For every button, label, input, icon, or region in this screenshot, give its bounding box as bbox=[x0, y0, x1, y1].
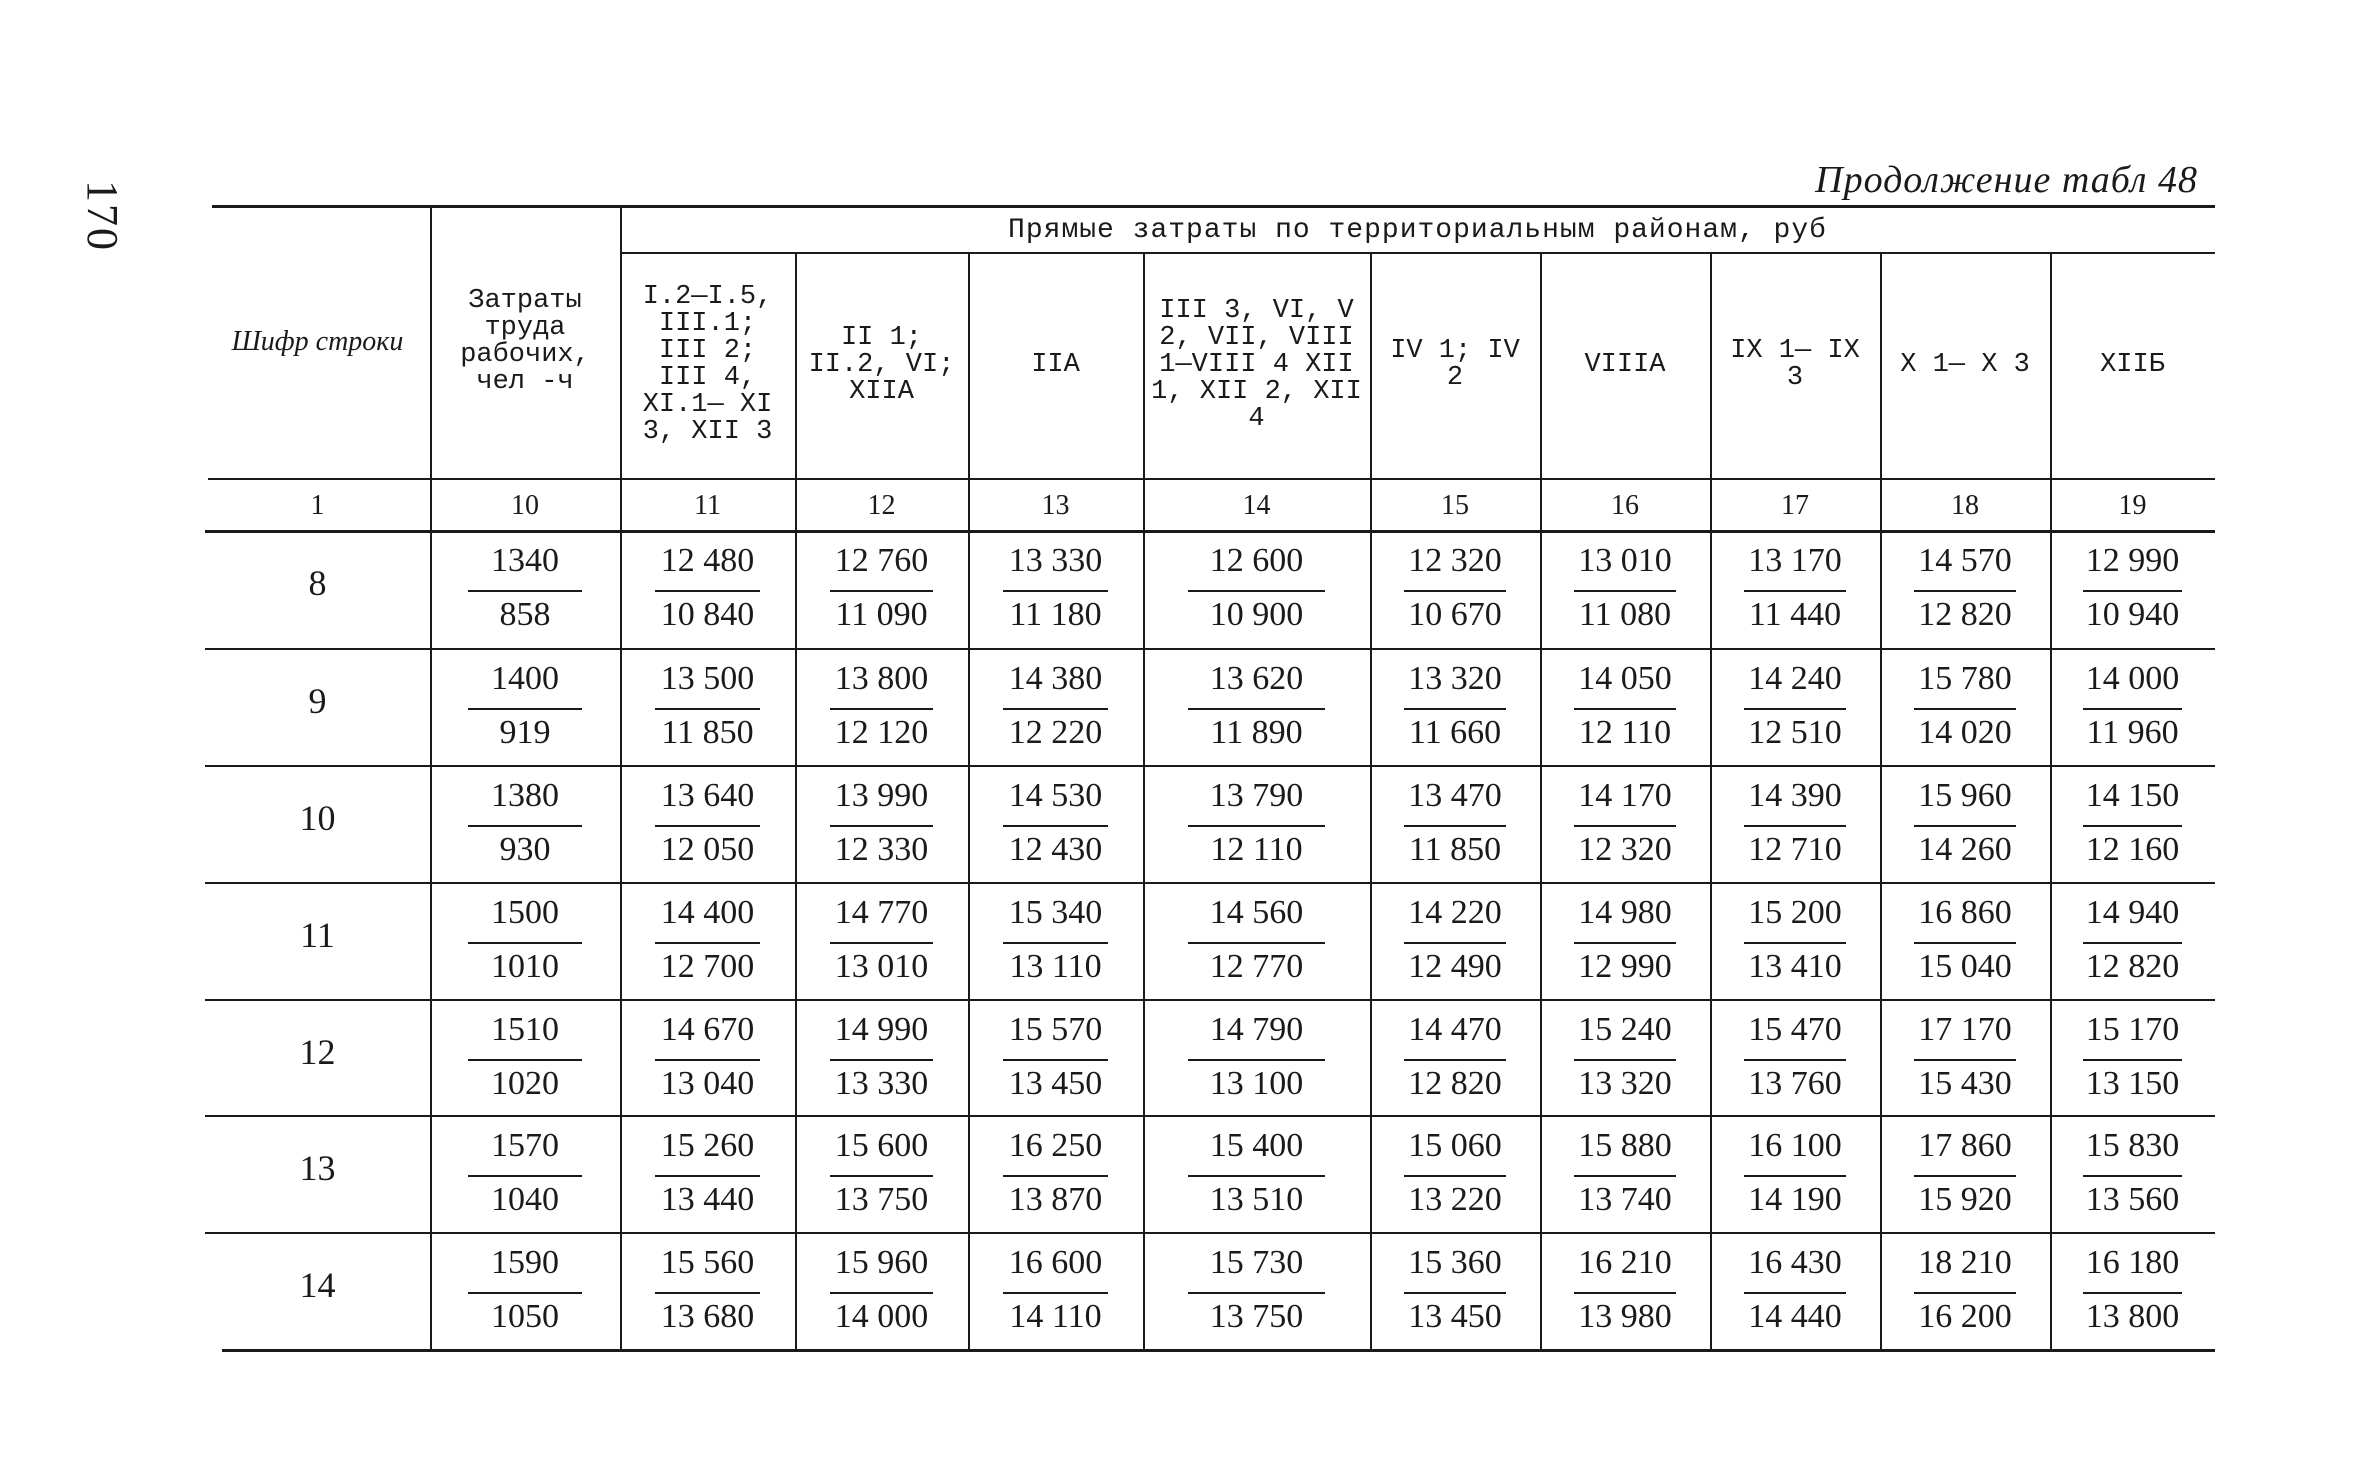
fraction-line bbox=[1574, 1292, 1676, 1294]
fraction-line bbox=[1188, 1175, 1324, 1177]
cell-upper-value: 16 180 bbox=[2085, 1244, 2180, 1281]
fraction-line bbox=[1188, 590, 1324, 592]
header-region: IIA bbox=[1031, 349, 1080, 380]
fraction-line bbox=[1914, 590, 2016, 592]
cell-upper-value: 13 790 bbox=[1209, 777, 1304, 814]
header-labor: Затраты труда рабочих, чел -ч bbox=[460, 285, 590, 397]
cell-upper-value: 15 570 bbox=[1008, 1011, 1103, 1048]
fraction-line bbox=[1404, 1059, 1506, 1061]
cell-upper-value: 15 830 bbox=[2085, 1127, 2180, 1164]
fraction-line bbox=[1404, 1292, 1506, 1294]
column-number: 16 bbox=[1611, 490, 1639, 521]
cell-lower-value: 10 900 bbox=[1209, 596, 1304, 633]
cell-upper-value: 13 330 bbox=[1008, 542, 1103, 579]
cell-lower-value: 13 010 bbox=[834, 948, 929, 985]
fraction-line bbox=[1404, 590, 1506, 592]
column-number: 15 bbox=[1441, 490, 1469, 521]
fraction-line bbox=[1404, 825, 1506, 827]
cell-lower-value: 12 490 bbox=[1408, 948, 1502, 985]
fraction-line bbox=[655, 942, 760, 944]
row-code: 13 bbox=[299, 1148, 336, 1188]
cell-lower-value: 11 960 bbox=[2086, 714, 2179, 751]
fraction-line bbox=[1003, 708, 1108, 710]
cell-lower-value: 13 150 bbox=[2085, 1065, 2180, 1102]
cell-lower-value: 15 920 bbox=[1918, 1181, 2012, 1218]
cell-upper-value: 15 960 bbox=[1918, 777, 2012, 814]
fraction-line bbox=[1003, 825, 1108, 827]
fraction-line bbox=[468, 590, 582, 592]
cell-lower-value: 12 160 bbox=[2085, 831, 2180, 868]
fraction-line bbox=[2083, 1059, 2182, 1061]
fraction-line bbox=[1914, 825, 2016, 827]
cell-upper-value: 16 600 bbox=[1008, 1244, 1103, 1281]
fraction-line bbox=[468, 825, 582, 827]
cell-lower-value: 12 820 bbox=[1918, 596, 2012, 633]
cell-upper-value: 13 500 bbox=[660, 660, 755, 697]
cell-lower-value: 13 680 bbox=[660, 1298, 755, 1335]
cell-upper-value: 15 170 bbox=[2085, 1011, 2180, 1048]
fraction-line bbox=[1188, 1059, 1324, 1061]
cell-upper-value: 15 200 bbox=[1748, 894, 1842, 931]
fraction-line bbox=[2083, 825, 2182, 827]
cell-upper-value: 15 960 bbox=[834, 1244, 929, 1281]
column-number: 10 bbox=[511, 490, 539, 521]
cell-lower-value: 11 090 bbox=[835, 596, 928, 633]
cell-lower-value: 13 440 bbox=[660, 1181, 755, 1218]
cell-upper-value: 16 430 bbox=[1748, 1244, 1842, 1281]
cell-lower-value: 10 940 bbox=[2085, 596, 2180, 633]
fraction-line bbox=[1914, 1292, 2016, 1294]
cell-lower-value: 13 510 bbox=[1209, 1181, 1304, 1218]
cell-upper-value: 13 470 bbox=[1408, 777, 1502, 814]
cell-lower-value: 13 320 bbox=[1578, 1065, 1672, 1102]
fraction-line bbox=[2083, 942, 2182, 944]
fraction-line bbox=[1574, 1059, 1676, 1061]
column-number: 12 bbox=[867, 490, 896, 521]
cell-upper-value: 15 240 bbox=[1578, 1011, 1672, 1048]
cell-lower-value: 12 770 bbox=[1209, 948, 1304, 985]
cell-upper-value: 14 790 bbox=[1209, 1011, 1304, 1048]
cell-upper-value: 12 600 bbox=[1209, 542, 1304, 579]
cell-upper-value: 15 470 bbox=[1748, 1011, 1842, 1048]
cell-lower-value: 13 750 bbox=[834, 1181, 929, 1218]
cell-upper-value: 15 560 bbox=[660, 1244, 755, 1281]
cell-upper-value: 15 600 bbox=[834, 1127, 929, 1164]
cell-lower-value: 11 890 bbox=[1210, 714, 1303, 751]
row-code: 10 bbox=[299, 798, 336, 838]
fraction-line bbox=[1003, 1059, 1108, 1061]
row-code: 12 bbox=[299, 1032, 336, 1072]
cell-lower-value: 11 660 bbox=[1408, 714, 1502, 751]
cell-upper-value: 13 640 bbox=[660, 777, 755, 814]
cell-upper-value: 13 620 bbox=[1209, 660, 1304, 697]
cell-lower-value: 13 450 bbox=[1408, 1298, 1502, 1335]
header-code: Шифр строки bbox=[231, 325, 404, 357]
cell-upper-value: 16 210 bbox=[1578, 1244, 1672, 1281]
fraction-line bbox=[1914, 1059, 2016, 1061]
cell-upper-value: 16 860 bbox=[1918, 894, 2012, 931]
cell-lower-value: 12 510 bbox=[1748, 714, 1842, 751]
cell-upper-value: 14 570 bbox=[1918, 542, 2012, 579]
cell-lower-value: 14 260 bbox=[1918, 831, 2012, 868]
cell-upper-value: 14 770 bbox=[834, 894, 929, 931]
fraction-line bbox=[1744, 590, 1846, 592]
fraction-line bbox=[468, 1059, 582, 1061]
row-code: 8 bbox=[308, 563, 327, 603]
cell-lower-value: 13 410 bbox=[1748, 948, 1842, 985]
cell-lower-value: 13 220 bbox=[1408, 1181, 1502, 1218]
cell-lower-value: 11 180 bbox=[1009, 596, 1102, 633]
fraction-line bbox=[2083, 1175, 2182, 1177]
fraction-line bbox=[655, 1292, 760, 1294]
cell-lower-value: 12 820 bbox=[1408, 1065, 1502, 1102]
cell-upper-value: 16 250 bbox=[1008, 1127, 1103, 1164]
fraction-line bbox=[2083, 590, 2182, 592]
fraction-line bbox=[1744, 1059, 1846, 1061]
column-number: 18 bbox=[1951, 490, 1979, 521]
row-code: 11 bbox=[300, 915, 335, 955]
cell-lower-value: 13 110 bbox=[1009, 948, 1102, 985]
cell-lower-value: 12 990 bbox=[1578, 948, 1672, 985]
cell-upper-value: 13 320 bbox=[1408, 660, 1502, 697]
column-number: 13 bbox=[1041, 490, 1070, 521]
cell-lower-value: 15 040 bbox=[1918, 948, 2012, 985]
fraction-line bbox=[1574, 942, 1676, 944]
cell-lower-value: 930 bbox=[499, 831, 551, 868]
fraction-line bbox=[1574, 590, 1676, 592]
cell-lower-value: 12 320 bbox=[1578, 831, 1672, 868]
cell-upper-value: 12 320 bbox=[1408, 542, 1502, 579]
fraction-line bbox=[468, 708, 582, 710]
cell-lower-value: 13 980 bbox=[1578, 1298, 1672, 1335]
row-separator-rule bbox=[205, 999, 2215, 1001]
cell-lower-value: 13 870 bbox=[1008, 1181, 1103, 1218]
fraction-line bbox=[1574, 708, 1676, 710]
cell-upper-value: 14 670 bbox=[660, 1011, 755, 1048]
fraction-line bbox=[1188, 825, 1324, 827]
fraction-line bbox=[1574, 1175, 1676, 1177]
fraction-line bbox=[830, 590, 934, 592]
header-region: XIIБ bbox=[2100, 349, 2165, 380]
cell-upper-value: 18 210 bbox=[1918, 1244, 2012, 1281]
cell-upper-value: 1510 bbox=[491, 1011, 559, 1048]
column-number: 1 bbox=[310, 490, 325, 521]
cell-upper-value: 14 170 bbox=[1578, 777, 1672, 814]
region-header-rule bbox=[208, 478, 2215, 480]
cell-upper-value: 14 980 bbox=[1578, 894, 1672, 931]
cell-lower-value: 12 110 bbox=[1210, 831, 1303, 868]
cell-upper-value: 15 780 bbox=[1918, 660, 2012, 697]
cell-upper-value: 17 170 bbox=[1918, 1011, 2012, 1048]
column-number: 11 bbox=[694, 490, 721, 521]
cell-upper-value: 15 880 bbox=[1578, 1127, 1672, 1164]
cell-lower-value: 13 800 bbox=[2085, 1298, 2180, 1335]
fraction-line bbox=[1744, 1175, 1846, 1177]
cell-lower-value: 14 190 bbox=[1748, 1181, 1842, 1218]
cell-upper-value: 14 390 bbox=[1748, 777, 1842, 814]
cell-upper-value: 13 010 bbox=[1578, 542, 1672, 579]
cell-lower-value: 13 100 bbox=[1209, 1065, 1304, 1102]
column-number: 17 bbox=[1781, 490, 1809, 521]
cell-upper-value: 14 530 bbox=[1008, 777, 1103, 814]
header-region: IV 1; IV 2 bbox=[1390, 336, 1520, 393]
fraction-line bbox=[468, 1292, 582, 1294]
fraction-line bbox=[468, 1175, 582, 1177]
cell-lower-value: 12 710 bbox=[1748, 831, 1842, 868]
cell-lower-value: 13 040 bbox=[660, 1065, 755, 1102]
cell-upper-value: 14 240 bbox=[1748, 660, 1842, 697]
cell-lower-value: 13 760 bbox=[1748, 1065, 1842, 1102]
cell-upper-value: 13 170 bbox=[1748, 542, 1842, 579]
cell-upper-value: 15 360 bbox=[1408, 1244, 1502, 1281]
cell-lower-value: 14 110 bbox=[1009, 1298, 1102, 1335]
cell-lower-value: 1050 bbox=[491, 1298, 559, 1335]
column-number-rule bbox=[205, 530, 2215, 533]
fraction-line bbox=[1744, 708, 1846, 710]
fraction-line bbox=[1744, 942, 1846, 944]
cell-lower-value: 13 560 bbox=[2085, 1181, 2180, 1218]
cell-upper-value: 1400 bbox=[491, 660, 559, 697]
cell-lower-value: 12 120 bbox=[834, 714, 929, 751]
cell-lower-value: 13 740 bbox=[1578, 1181, 1672, 1218]
table-continuation-caption: Продолжение табл 48 bbox=[1815, 159, 2198, 201]
row-separator-rule bbox=[205, 648, 2215, 650]
cell-upper-value: 14 380 bbox=[1008, 660, 1103, 697]
cell-lower-value: 13 450 bbox=[1008, 1065, 1103, 1102]
cell-upper-value: 15 340 bbox=[1008, 894, 1103, 931]
header-region: II 1; II.2, VI; XIIA bbox=[808, 322, 955, 407]
cell-upper-value: 1340 bbox=[491, 542, 559, 579]
cell-upper-value: 1380 bbox=[491, 777, 559, 814]
row-separator-rule bbox=[205, 1115, 2215, 1117]
cell-upper-value: 14 050 bbox=[1578, 660, 1672, 697]
fraction-line bbox=[1914, 942, 2016, 944]
cell-upper-value: 13 990 bbox=[834, 777, 929, 814]
fraction-line bbox=[1188, 942, 1324, 944]
cell-lower-value: 12 330 bbox=[834, 831, 929, 868]
cell-upper-value: 15 730 bbox=[1209, 1244, 1304, 1281]
cell-lower-value: 858 bbox=[499, 596, 551, 633]
cell-lower-value: 11 440 bbox=[1748, 596, 1842, 633]
cell-lower-value: 12 700 bbox=[660, 948, 755, 985]
fraction-line bbox=[1914, 1175, 2016, 1177]
cell-lower-value: 11 080 bbox=[1578, 596, 1672, 633]
cell-upper-value: 17 860 bbox=[1918, 1127, 2012, 1164]
header-direct-costs: Прямые затраты по территориальным районам, руб bbox=[1008, 215, 1827, 246]
fraction-line bbox=[830, 942, 934, 944]
fraction-line bbox=[1404, 1175, 1506, 1177]
cell-lower-value: 12 050 bbox=[660, 831, 755, 868]
fraction-line bbox=[830, 825, 934, 827]
fraction-line bbox=[655, 825, 760, 827]
cell-upper-value: 1590 bbox=[491, 1244, 559, 1281]
cell-lower-value: 12 110 bbox=[1578, 714, 1672, 751]
fraction-line bbox=[830, 1175, 934, 1177]
fraction-line bbox=[2083, 1292, 2182, 1294]
fraction-line bbox=[1003, 590, 1108, 592]
fraction-line bbox=[1914, 708, 2016, 710]
column-number: 19 bbox=[2118, 490, 2147, 521]
fraction-line bbox=[1003, 1292, 1108, 1294]
column-number: 14 bbox=[1242, 490, 1271, 521]
fraction-line bbox=[655, 590, 760, 592]
header-region: VIIIA bbox=[1584, 349, 1666, 380]
fraction-line bbox=[1188, 708, 1324, 710]
row-code: 9 bbox=[308, 681, 327, 721]
cell-lower-value: 15 430 bbox=[1918, 1065, 2012, 1102]
fraction-line bbox=[1003, 1175, 1108, 1177]
table-bottom-rule bbox=[222, 1349, 2215, 1352]
header-region: III 3, VI, V 2, VII, VIII 1—VIII 4 XII 1, XII 2, XII 4 bbox=[1151, 295, 1362, 434]
cell-upper-value: 15 060 bbox=[1408, 1127, 1502, 1164]
header-region: X 1— X 3 bbox=[1900, 349, 2030, 380]
cell-upper-value: 14 990 bbox=[834, 1011, 929, 1048]
cell-lower-value: 12 820 bbox=[2085, 948, 2180, 985]
cell-lower-value: 13 330 bbox=[834, 1065, 929, 1102]
cell-upper-value: 14 400 bbox=[660, 894, 755, 931]
row-code: 14 bbox=[299, 1265, 336, 1305]
fraction-line bbox=[1574, 825, 1676, 827]
fraction-line bbox=[655, 708, 760, 710]
cell-upper-value: 12 990 bbox=[2085, 542, 2180, 579]
cell-lower-value: 13 750 bbox=[1209, 1298, 1304, 1335]
fraction-line bbox=[1744, 825, 1846, 827]
fraction-line bbox=[1744, 1292, 1846, 1294]
fraction-line bbox=[830, 1059, 934, 1061]
cell-lower-value: 16 200 bbox=[1918, 1298, 2012, 1335]
cell-upper-value: 16 100 bbox=[1748, 1127, 1842, 1164]
fraction-line bbox=[1404, 942, 1506, 944]
cell-lower-value: 1010 bbox=[491, 948, 559, 985]
cell-lower-value: 14 440 bbox=[1748, 1298, 1842, 1335]
cell-upper-value: 14 470 bbox=[1408, 1011, 1502, 1048]
cell-upper-value: 15 400 bbox=[1209, 1127, 1304, 1164]
fraction-line bbox=[655, 1059, 760, 1061]
cell-lower-value: 14 020 bbox=[1918, 714, 2012, 751]
cell-upper-value: 14 150 bbox=[2085, 777, 2180, 814]
header-region: I.2—I.5, III.1; III 2; III 4, XI.1— XI 3, XII 3 bbox=[642, 282, 773, 447]
cell-upper-value: 15 260 bbox=[660, 1127, 755, 1164]
fraction-line bbox=[2083, 708, 2182, 710]
cell-upper-value: 1570 bbox=[491, 1127, 559, 1164]
fraction-line bbox=[1188, 1292, 1324, 1294]
cell-lower-value: 10 840 bbox=[660, 596, 755, 633]
cell-upper-value: 12 480 bbox=[660, 542, 755, 579]
row-separator-rule bbox=[205, 1232, 2215, 1234]
cell-lower-value: 1020 bbox=[491, 1065, 559, 1102]
page-number: 170 bbox=[78, 180, 127, 252]
cell-lower-value: 11 850 bbox=[1408, 831, 1502, 868]
header-region: IX 1— IX 3 bbox=[1730, 336, 1860, 393]
fraction-line bbox=[1003, 942, 1108, 944]
cell-upper-value: 14 560 bbox=[1209, 894, 1304, 931]
fraction-line bbox=[468, 942, 582, 944]
row-separator-rule bbox=[205, 882, 2215, 884]
cell-upper-value: 14 000 bbox=[2085, 660, 2180, 697]
fraction-line bbox=[830, 708, 934, 710]
fraction-line bbox=[830, 1292, 934, 1294]
cell-lower-value: 919 bbox=[499, 714, 551, 751]
cell-lower-value: 12 430 bbox=[1008, 831, 1103, 868]
fraction-line bbox=[1404, 708, 1506, 710]
cell-lower-value: 14 000 bbox=[834, 1298, 929, 1335]
cell-upper-value: 12 760 bbox=[834, 542, 929, 579]
cell-upper-value: 1500 bbox=[491, 894, 559, 931]
fraction-line bbox=[655, 1175, 760, 1177]
cell-upper-value: 14 220 bbox=[1408, 894, 1502, 931]
cell-lower-value: 11 850 bbox=[661, 714, 754, 751]
cell-upper-value: 13 800 bbox=[834, 660, 929, 697]
row-separator-rule bbox=[205, 765, 2215, 767]
cell-lower-value: 12 220 bbox=[1008, 714, 1103, 751]
cell-upper-value: 14 940 bbox=[2085, 894, 2180, 931]
cell-lower-value: 10 670 bbox=[1408, 596, 1502, 633]
cell-lower-value: 1040 bbox=[491, 1181, 559, 1218]
